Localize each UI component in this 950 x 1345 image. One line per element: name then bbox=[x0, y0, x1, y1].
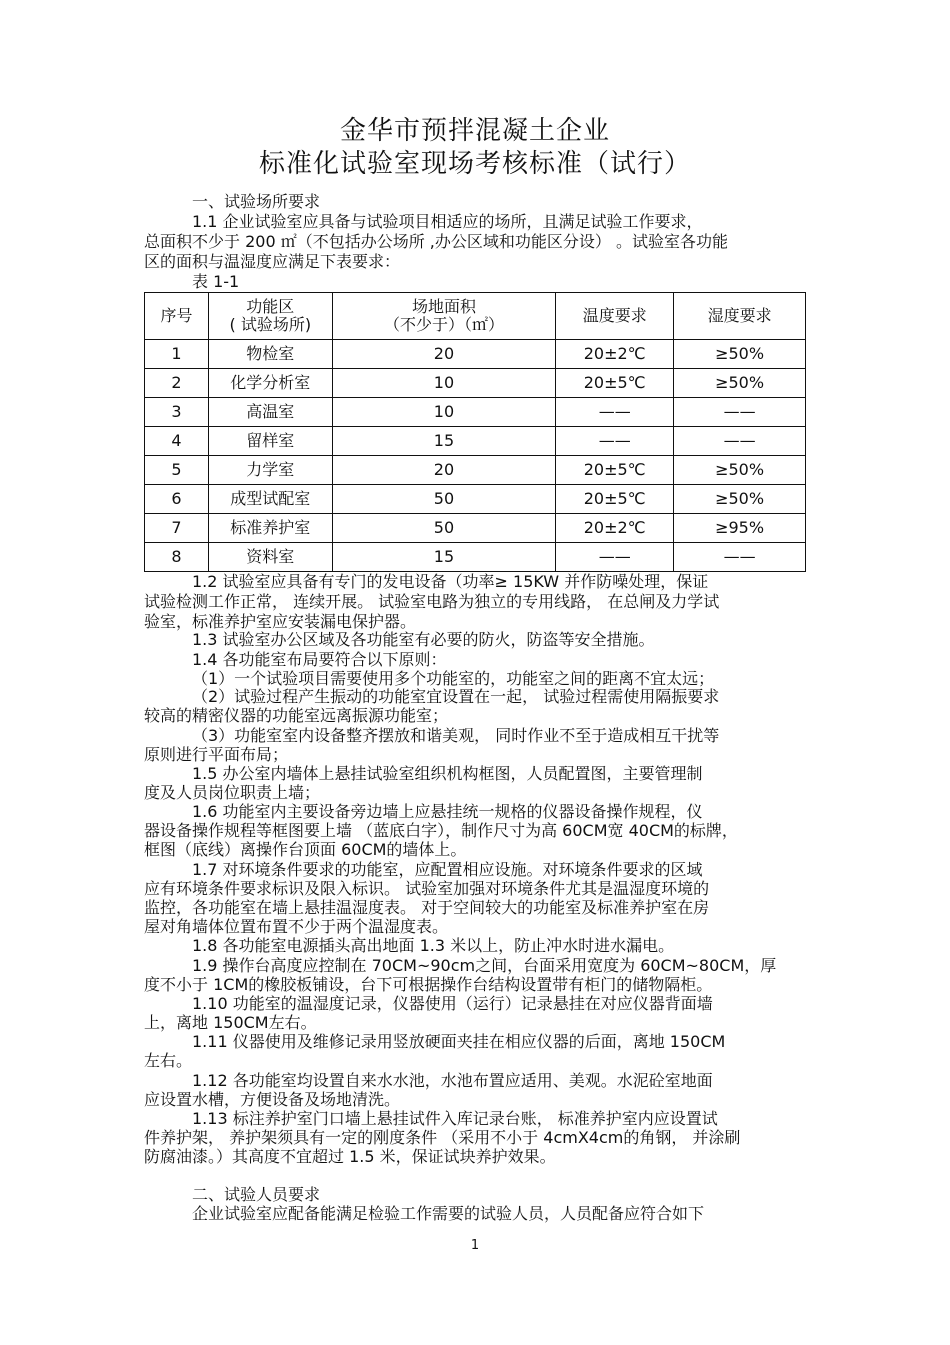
cell-humidity: —— bbox=[674, 398, 806, 427]
paragraph-line: 应设置水槽，方便设备及场地清洗。 bbox=[144, 1090, 401, 1109]
paragraph-line: 1.3 试验室办公区域及各功能室有必要的防火，防盗等安全措施。 bbox=[192, 630, 655, 649]
cell-area: 高温室 bbox=[208, 398, 332, 427]
paragraph-line: 1.2 试验室应具备有专门的发电设备（功率≥ 15KW 并作防噪处理，保证 bbox=[192, 572, 709, 591]
table-header-row bbox=[145, 293, 806, 340]
cell-size: 50 bbox=[332, 485, 556, 514]
paragraph-line: 监控，各功能室在墙上悬挂温湿度表。 对于空间较大的功能室及标准养护室在房 bbox=[144, 898, 710, 917]
paragraph-line: 1.5 办公室内墙体上悬挂试验室组织机构框图，人员配置图，主要管理制 bbox=[192, 764, 703, 783]
header-size bbox=[332, 293, 556, 340]
cell-size: 20 bbox=[332, 456, 556, 485]
table-row bbox=[145, 340, 806, 369]
cell-humidity: ≥50% bbox=[674, 340, 806, 369]
cell-size: 20 bbox=[332, 340, 556, 369]
cell-size: 10 bbox=[332, 398, 556, 427]
paragraph-line: 试验检测工作正常， 连续开展。 试验室电路为独立的专用线路， 在总闸及力学试 bbox=[144, 592, 720, 611]
cell-no: 6 bbox=[145, 485, 209, 514]
cell-temp: —— bbox=[556, 398, 674, 427]
paragraph-line: 原则进行平面布局； bbox=[144, 745, 289, 764]
paragraph-line: 较高的精密仪器的功能室远离振源功能室； bbox=[144, 706, 449, 725]
header-size-line2: （不少于）（㎡） bbox=[383, 315, 504, 334]
paragraph-line: 件养护架， 养护架须具有一定的刚度条件 （采用不小于 4cmX4cm的角钢， 并涂刷 bbox=[144, 1128, 741, 1147]
paragraph-line: 器设备操作规程等框图要上墙 （蓝底白字），制作尺寸为高 60CM宽 40CM的标牌， bbox=[144, 821, 738, 840]
cell-temp: —— bbox=[556, 427, 674, 456]
section1-heading: 一、试验场所要求 bbox=[192, 192, 321, 211]
table-row bbox=[145, 485, 806, 514]
paragraph-line: 总面积不少于 200 ㎡（不包括办公场所 ,办公区域和功能区分设） 。试验室各功能 bbox=[144, 232, 728, 251]
cell-humidity: ≥95% bbox=[674, 514, 806, 543]
cell-area: 力学室 bbox=[208, 456, 332, 485]
paragraph-line: 1.12 各功能室均设置自来水水池，水池布置应适用、美观。水泥砼室地面 bbox=[192, 1071, 713, 1090]
paragraph-line: 应有环境条件要求标识及限入标识。 试验室加强对环境条件尤其是温湿度环境的 bbox=[144, 879, 710, 898]
table-row bbox=[145, 514, 806, 543]
paragraph-line: 左右。 bbox=[144, 1051, 193, 1070]
paragraph-line: 防腐油漆。）其高度不宜超过 1.5 米，保证试块养护效果。 bbox=[144, 1147, 556, 1166]
cell-area: 标准养护室 bbox=[208, 514, 332, 543]
paragraph-line: 1.8 各功能室电源插头高出地面 1.3 米以上，防止冲水时进水漏电。 bbox=[192, 936, 675, 955]
cell-size: 50 bbox=[332, 514, 556, 543]
cell-no: 5 bbox=[145, 456, 209, 485]
table-row bbox=[145, 456, 806, 485]
paragraph-line: 企业试验室应配备能满足检验工作需要的试验人员，人员配备应符合如下 bbox=[192, 1204, 705, 1223]
header-area-line2: ( 试验场所) bbox=[229, 315, 312, 334]
header-no: 序号 bbox=[145, 293, 209, 340]
paragraph-line: （1）一个试验项目需要使用多个功能室的，功能室之间的距离不宜太远； bbox=[192, 669, 715, 688]
cell-area: 成型试配室 bbox=[208, 485, 332, 514]
cell-no: 4 bbox=[145, 427, 209, 456]
requirements-table bbox=[144, 292, 806, 572]
cell-no: 1 bbox=[145, 340, 209, 369]
cell-humidity: ≥50% bbox=[674, 456, 806, 485]
table-caption: 表 1-1 bbox=[192, 272, 240, 291]
doc-title-line1: 金华市预拌混凝土企业 bbox=[339, 116, 610, 146]
paragraph-line: （2）试验过程产生振动的功能室宜设置在一起， 试验过程需使用隔振要求 bbox=[192, 687, 720, 706]
header-temp: 温度要求 bbox=[556, 293, 674, 340]
paragraph-line: 验室，标准养护室应安装漏电保护器。 bbox=[144, 612, 417, 631]
cell-area: 化学分析室 bbox=[208, 369, 332, 398]
page-number: 1 bbox=[470, 1238, 480, 1253]
paragraph-line: 1.11 仪器使用及维修记录用竖放硬面夹挂在相应仪器的后面，离地 150CM bbox=[192, 1032, 726, 1051]
paragraph-line: 上，离地 150CM左右。 bbox=[144, 1013, 317, 1032]
paragraph-line: 度及人员岗位职责上墙； bbox=[144, 783, 321, 802]
section2-heading: 二、试验人员要求 bbox=[192, 1185, 321, 1204]
paragraph-line: 屋对角墙体位置布置不少于两个温湿度表。 bbox=[144, 917, 449, 936]
cell-no: 7 bbox=[145, 514, 209, 543]
paragraph-line: （3）功能室室内设备整齐摆放和谐美观， 同时作业不至于造成相互干扰等 bbox=[192, 726, 720, 745]
paragraph-line: 框图（底线）离操作台顶面 60CM的墙体上。 bbox=[144, 840, 467, 859]
cell-temp: —— bbox=[556, 543, 674, 572]
table-row bbox=[145, 369, 806, 398]
cell-size: 15 bbox=[332, 427, 556, 456]
cell-no: 8 bbox=[145, 543, 209, 572]
cell-humidity: —— bbox=[674, 543, 806, 572]
cell-temp: 20±5℃ bbox=[556, 485, 674, 514]
header-area bbox=[208, 293, 332, 340]
cell-no: 3 bbox=[145, 398, 209, 427]
paragraph-line: 1.4 各功能室布局要符合以下原则： bbox=[192, 650, 447, 669]
paragraph-line: 1.7 对环境条件要求的功能室，应配置相应设施。对环境条件要求的区域 bbox=[192, 860, 703, 879]
cell-temp: 20±5℃ bbox=[556, 369, 674, 398]
table-row bbox=[145, 427, 806, 456]
cell-area: 留样室 bbox=[208, 427, 332, 456]
paragraph-line: 1.6 功能室内主要设备旁边墙上应悬挂统一规格的仪器设备操作规程，仪 bbox=[192, 802, 703, 821]
cell-temp: 20±2℃ bbox=[556, 514, 674, 543]
paragraph-line: 1.1 企业试验室应具备与试验项目相适应的场所，且满足试验工作要求， bbox=[192, 212, 703, 231]
cell-size: 10 bbox=[332, 369, 556, 398]
paragraph-line: 1.10 功能室的温湿度记录，仪器使用（运行）记录悬挂在对应仪器背面墙 bbox=[192, 994, 713, 1013]
cell-temp: 20±5℃ bbox=[556, 456, 674, 485]
cell-area: 物检室 bbox=[208, 340, 332, 369]
cell-temp: 20±2℃ bbox=[556, 340, 674, 369]
table-row bbox=[145, 543, 806, 572]
cell-area: 资料室 bbox=[208, 543, 332, 572]
header-area-line1: 功能区 bbox=[246, 297, 295, 316]
header-size-line1: 场地面积 bbox=[411, 297, 476, 316]
cell-no: 2 bbox=[145, 369, 209, 398]
cell-humidity: —— bbox=[674, 427, 806, 456]
table-row bbox=[145, 398, 806, 427]
header-humidity: 湿度要求 bbox=[674, 293, 806, 340]
paragraph-line: 区的面积与温湿度应满足下表要求： bbox=[144, 252, 401, 271]
doc-title-line2: 标准化试验室现场考核标准（试行） bbox=[258, 149, 691, 179]
cell-humidity: ≥50% bbox=[674, 485, 806, 514]
paragraph-line: 1.9 操作台高度应控制在 70CM~90cm之间，台面采用宽度为 60CM~80CM，厚 bbox=[192, 956, 777, 975]
paragraph-line: 度不小于 1CM的橡胶板铺设，台下可根据操作台结构设置带有柜门的储物隔柜。 bbox=[144, 975, 713, 994]
paragraph-line: 1.13 标注养护室门口墙上悬挂试件入库记录台账， 标准养护室内应设置试 bbox=[192, 1109, 718, 1128]
cell-size: 15 bbox=[332, 543, 556, 572]
cell-humidity: ≥50% bbox=[674, 369, 806, 398]
